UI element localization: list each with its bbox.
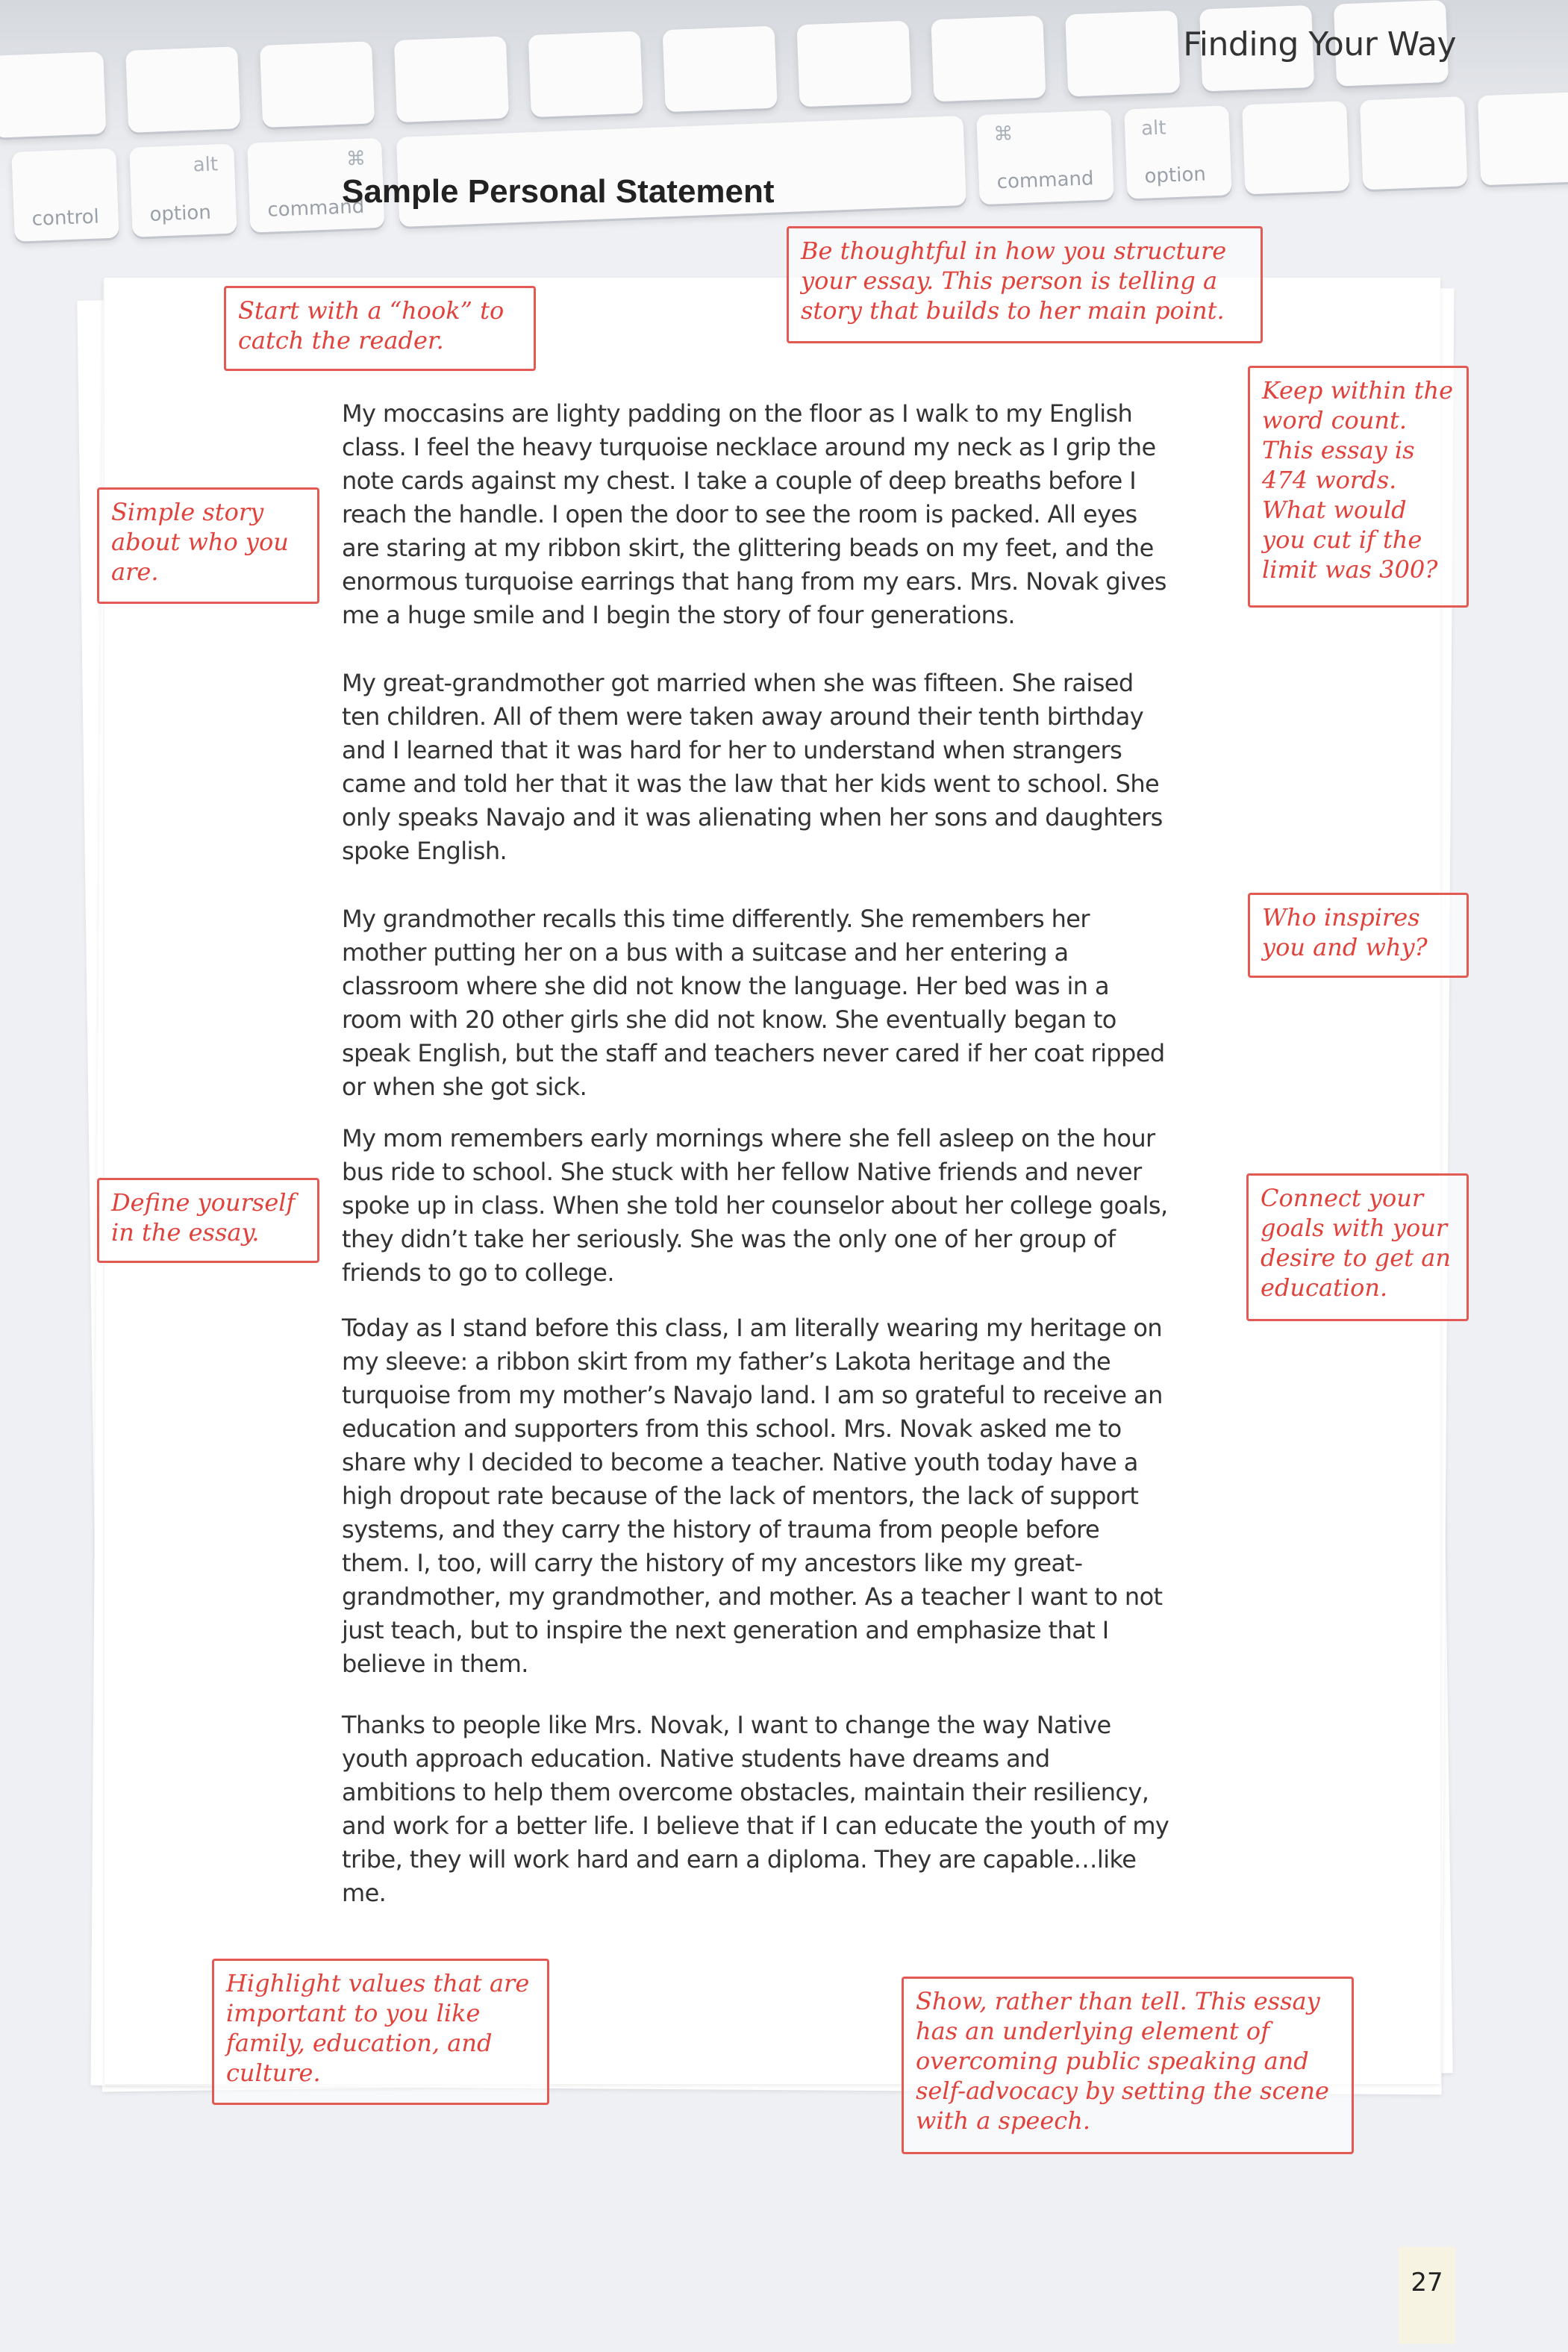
keyboard-key xyxy=(931,16,1046,102)
keyboard-key xyxy=(663,26,778,113)
annotation-inspires: Who inspires you and why? xyxy=(1248,893,1469,978)
command-key-label: command xyxy=(266,195,365,222)
annotation-show: Show, rather than tell. This essay has an underlying element of overcoming public speaking and self-advocacy by setting the scene with a speech. xyxy=(902,1977,1354,2154)
command-key-right-label: command xyxy=(996,167,1095,194)
essay-paragraph: My moccasins are lighty padding on the floor as I walk to my English class. I feel the heavy turquoise necklace around my neck as I grip the note cards against my chest. I take a couple of deep breaths before I reach the handle. I open the door to see the room is packed. All eyes are staring at my ribbon skirt, the glittering beads on my feet, and the enormous turquoise earrings that hang from my ears. Mrs. Novak gives me a huge smile and I begin the story of four generations. xyxy=(342,399,1166,629)
alt-symbol: alt xyxy=(193,153,219,177)
annotation-values: Highlight values that are important to you like family, education, and culture. xyxy=(212,1959,549,2105)
essay-paragraph: My great-grandmother got married when she was fifteen. She raised ten children. All of them were taken away around their tenth birthday and I learned that it was hard for her to understand when strangers came and told her that it was the law that her kids went to school. She only speaks Navajo and it was alienating when her sons and daughters spoke English. xyxy=(342,669,1163,865)
running-head: Finding Your Way xyxy=(1183,25,1456,63)
option-key-label: option xyxy=(149,201,212,226)
keyboard-key xyxy=(394,36,509,122)
keyboard-key xyxy=(260,41,375,128)
keyboard-key xyxy=(528,31,643,117)
essay-paragraph: Thanks to people like Mrs. Novak, I want to change the way Native youth approach education. Native students have dreams and ambitions to help them overcome obstacles, maintain their resiliency, and work for a better life. I believe that if I can educate the youth of my tribe, they will work hard and earn a diploma. They are capable…like me. xyxy=(342,1711,1169,1907)
arrow-key xyxy=(1242,101,1350,194)
annotation-hook: Start with a “hook” to catch the reader. xyxy=(224,286,536,371)
control-key xyxy=(11,149,119,242)
keyboard-key xyxy=(125,46,240,133)
essay-paragraph: Today as I stand before this class, I am literally wearing my heritage on my sleeve: a ribbon skirt from my father’s Lakota heritage and the turquoise from my mother’s Navajo land. I am so grateful to receive an education and supporters from this school. Mrs. Novak asked me to share why I decided to become a teacher. Native youth today have a high dropout rate because of the lack of mentors, the lack of support systems, and they carry the history of trauma from people before them. I, too, will carry the history of my ancestors like my great-grandmother, my grandmother, and mother. As a teacher I want to not just teach, but to inspire the next generation and emphasize that I believe in them. xyxy=(342,1314,1163,1678)
command-key-right xyxy=(976,110,1113,205)
arrow-key xyxy=(1360,96,1468,190)
page-number: 27 xyxy=(1399,2247,1455,2344)
annotation-word-count: Keep within the word count. This essay is 474 words. What would you cut if the limit was 300? xyxy=(1248,366,1469,608)
annotation-structure: Be thoughtful in how you structure your essay. This person is telling a story that builds to her main point. xyxy=(787,226,1263,343)
command-icon: ⌘ xyxy=(993,122,1013,146)
option-key-right xyxy=(1124,105,1232,199)
keyboard-key xyxy=(1065,10,1180,97)
annotation-connect: Connect your goals with your desire to get an education. xyxy=(1246,1173,1469,1321)
essay-paragraph: My mom remembers early mornings where she fell asleep on the hour bus ride to school. She stuck with her fellow Native friends and never spoke up in class. When she told her counselor about her college goals, they didn’t take her seriously. She was the only one of her group of friends to go to college. xyxy=(342,1124,1168,1287)
option-key xyxy=(129,143,237,237)
keyboard-key xyxy=(0,52,106,138)
command-icon: ⌘ xyxy=(346,147,366,171)
alt-symbol: alt xyxy=(1140,116,1167,140)
annotation-define: Define yourself in the essay. xyxy=(97,1178,319,1263)
annotation-simple-story: Simple story about who you are. xyxy=(97,487,319,604)
page-title: Sample Personal Statement xyxy=(342,173,775,210)
arrow-key xyxy=(1478,92,1568,185)
keyboard-key xyxy=(796,21,911,107)
control-key-label: control xyxy=(31,205,100,231)
essay-paragraph: My grandmother recalls this time differently. She remembers her mother putting her on a bus with a suitcase and her entering a classroom where she did not know the language. Her bed was in a room with 20 other girls she did not know. She eventually began to speak English, but the staff and teachers never cared if her coat ripped or when she got sick. xyxy=(342,905,1165,1101)
option-key-right-label: option xyxy=(1144,163,1207,188)
